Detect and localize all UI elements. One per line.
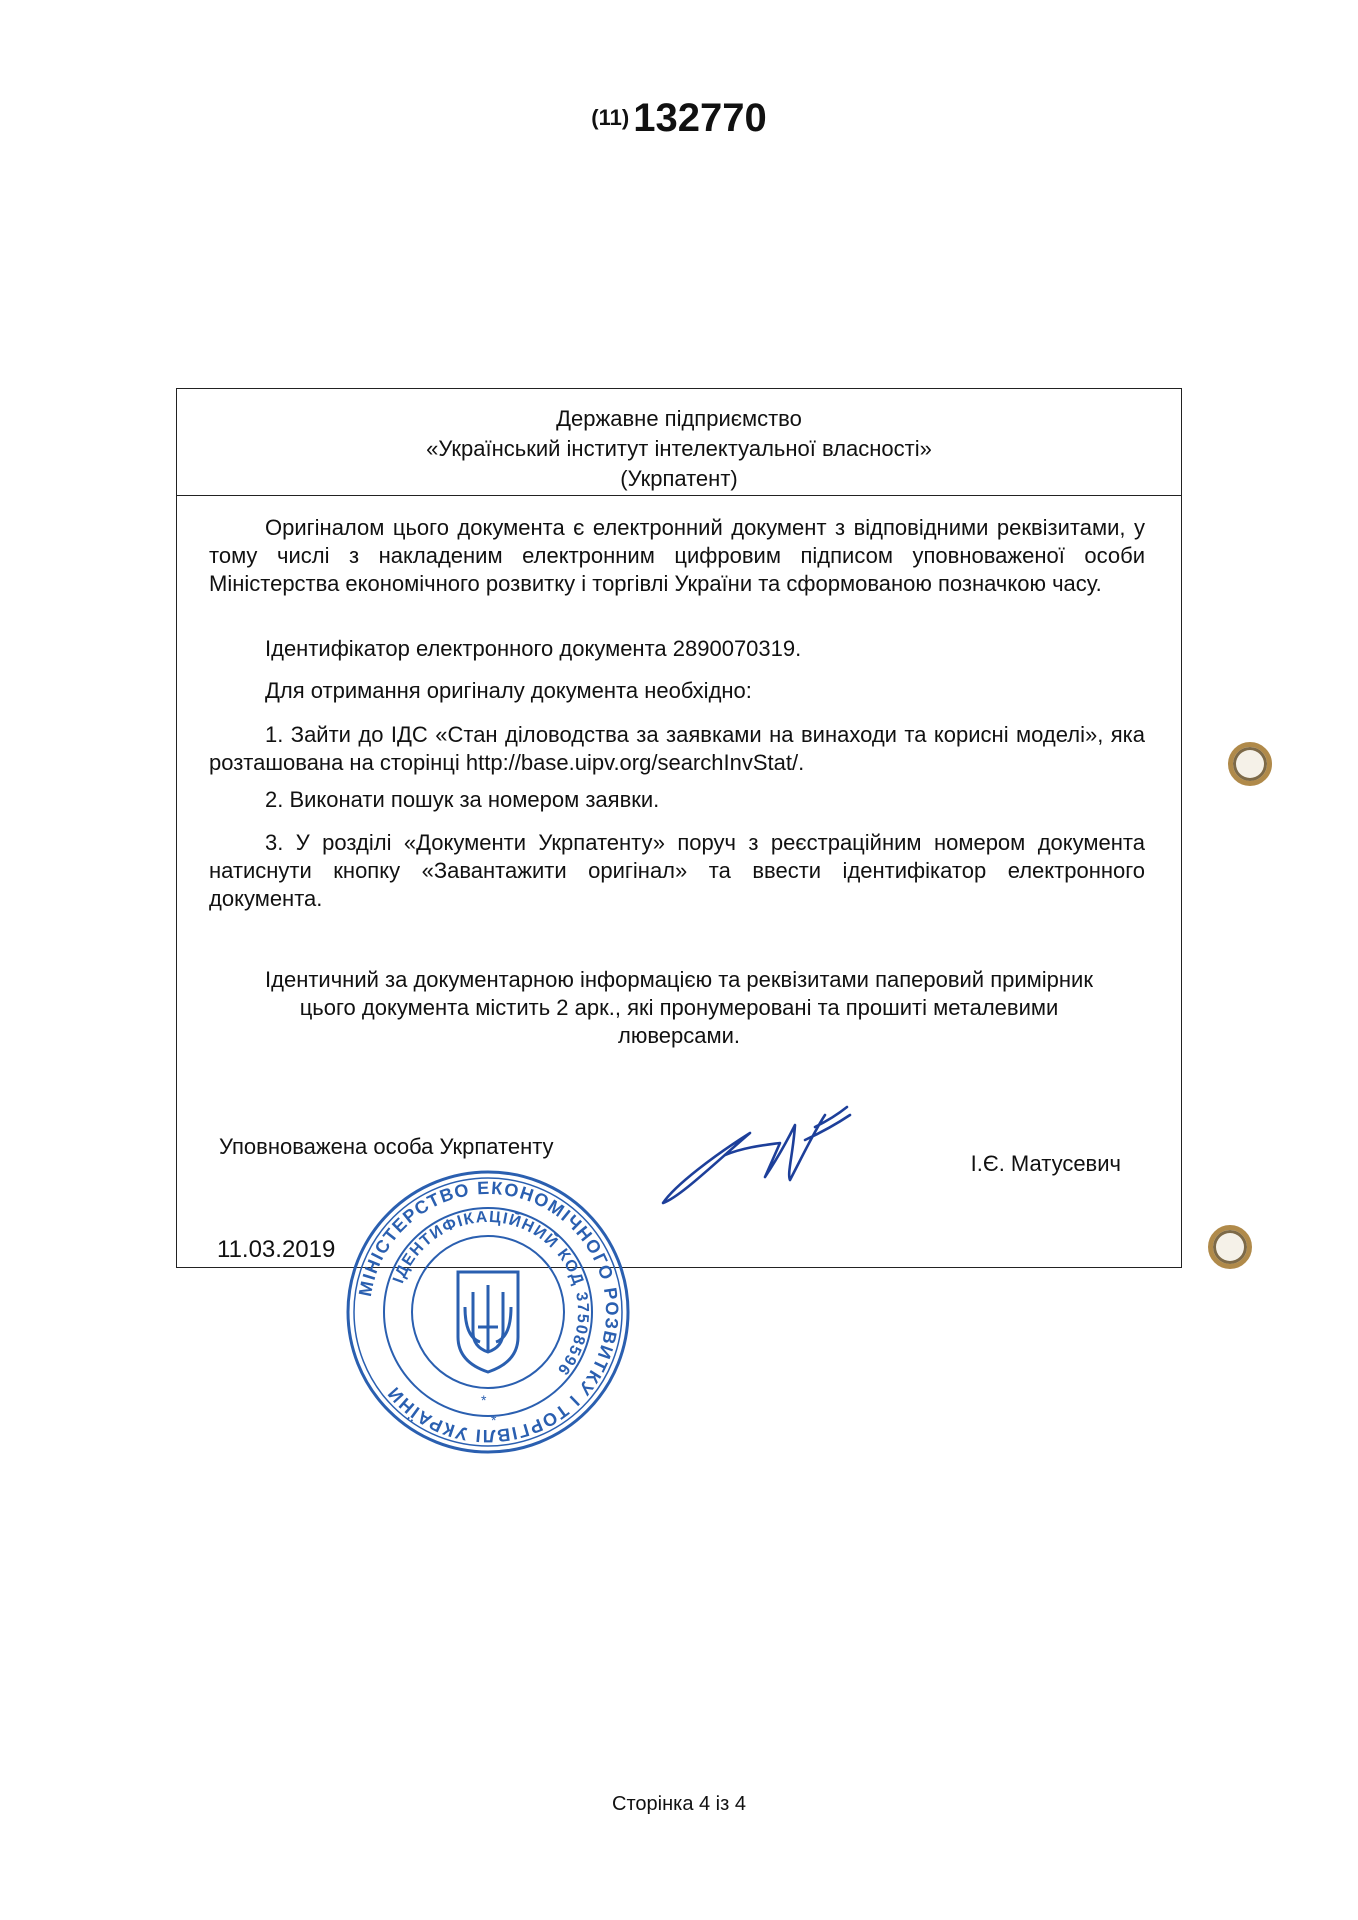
instruction-step-2: 2. Виконати пошук за номером заявки. <box>265 787 660 812</box>
stamp-star-right: * <box>491 1412 497 1428</box>
identical-copy-paragraph: Ідентичний за документарною інформацією та реквізитами паперовий примірник цього документа містить 2 арк., які пронумеровані та прошиті металевими люверсами. <box>265 967 1093 1048</box>
document-number-value: 132770 <box>633 96 767 140</box>
org-line-3: (Укрпатент) <box>620 466 738 491</box>
stamp-star-left: * <box>481 1392 487 1408</box>
stamp-outer-text: МІНІСТЕРСТВО ЕКОНОМІЧНОГО РОЗВИТКУ І ТОРГІВЛІ УКРАЇНИ <box>354 1177 623 1447</box>
stamp-inner-text: ІДЕНТИФІКАЦІЙНИЙ КОД 37508596 <box>390 1208 592 1379</box>
sign-date: 11.03.2019 <box>217 1236 336 1263</box>
org-line-1: Державне підприємство <box>556 406 802 431</box>
org-line-2: «Український інститут інтелектуальної власності» <box>426 436 932 461</box>
trident-emblem-icon <box>458 1272 518 1372</box>
instruction-step-1: 1. Зайти до ІДС «Стан діловодства за заявками на винаходи та корисні моделі», яка розташована на сторінці http://base.uipv.org/searchInvStat/. <box>209 722 1145 775</box>
signature-strokes <box>663 1107 850 1203</box>
document-number <box>0 96 1358 141</box>
notice-header <box>177 389 1181 496</box>
signer-name: І.Є. Матусевич <box>970 1151 1121 1176</box>
original-paragraph: Оригіналом цього документа є електронний документ з відповідними реквізитами, у тому числі з накладеним електронним цифровим підписом уповноваженої особи Міністерства економічного розвитку і торгівлі України та сформованою позначкою часу. <box>209 515 1145 596</box>
handwritten-signature <box>655 1085 860 1220</box>
official-stamp <box>343 1167 633 1457</box>
document-number-prefix: (11) <box>591 105 630 130</box>
instructions-intro: Для отримання оригіналу документа необхідно: <box>265 678 752 703</box>
binding-eyelet-bottom <box>1208 1225 1252 1269</box>
binding-eyelet-top <box>1228 742 1272 786</box>
page-footer: Сторінка 4 із 4 <box>612 1793 746 1815</box>
identifier-paragraph: Ідентифікатор електронного документа 2890070319. <box>265 636 802 661</box>
instruction-step-3: 3. У розділі «Документи Укрпатенту» поруч з реєстраційним номером документа натиснути кнопку «Завантажити оригінал» та ввести ідентифікатор електронного документа. <box>209 830 1145 911</box>
signer-label: Уповноважена особа Укрпатенту <box>219 1134 554 1159</box>
